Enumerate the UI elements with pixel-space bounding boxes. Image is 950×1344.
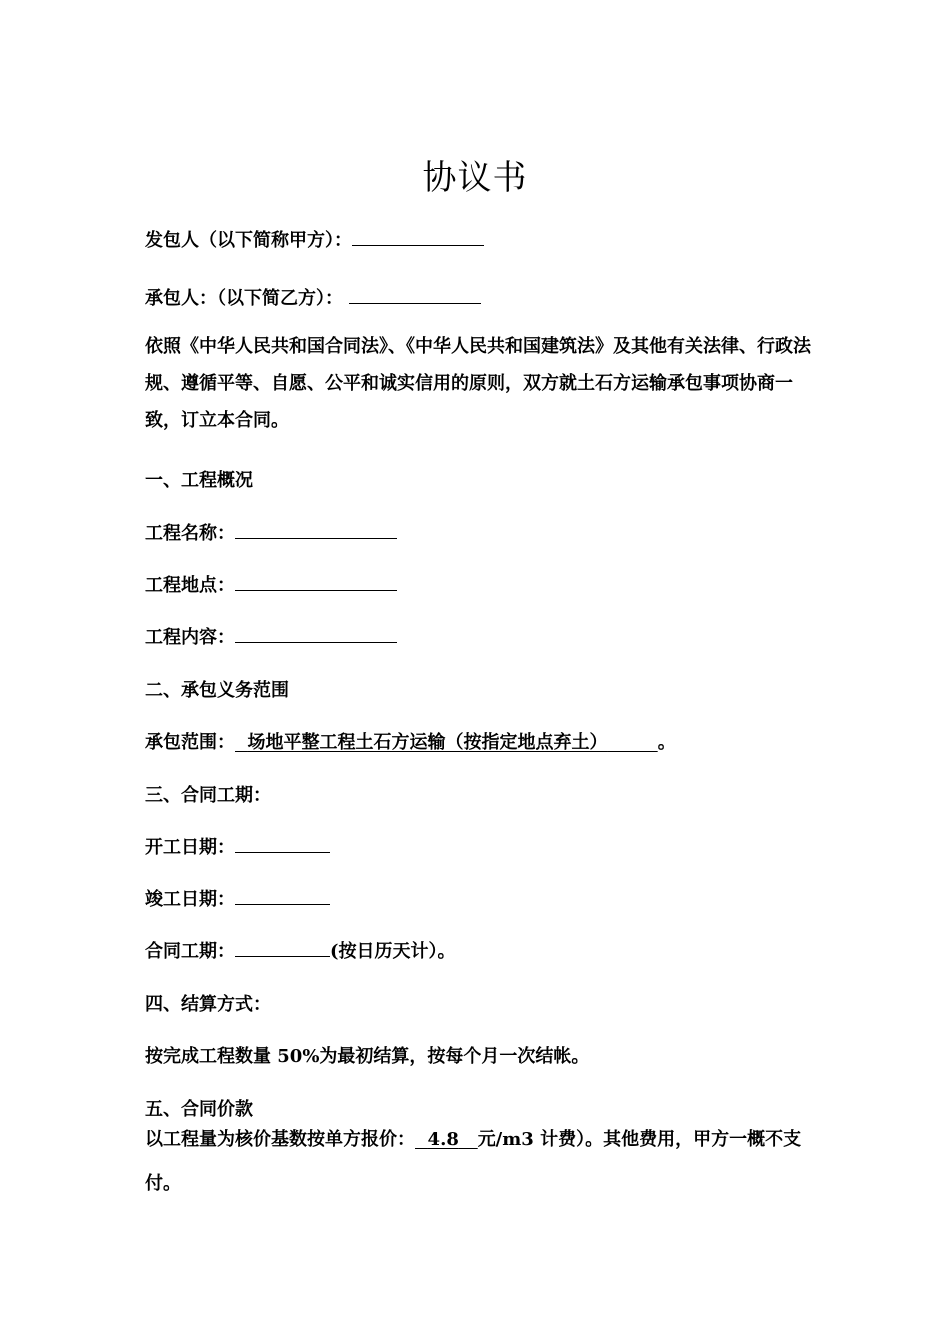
period-line [145,937,456,963]
section5-heading: 五、合同价款 [145,1099,253,1120]
section2-heading: 二、承包义务范围 [145,680,289,701]
section4-heading: 四、结算方式： [145,994,271,1015]
end-date-line [145,885,330,911]
party-a-line [145,226,484,252]
start-date-line [145,833,330,859]
section1-heading: 一、工程概况 [145,470,253,491]
scope-label: 承包范围： [145,732,235,753]
document-title: 协议书 [422,158,528,198]
price-tail: 付。 [145,1173,181,1194]
period-suffix: (按日历天计）。 [330,941,456,962]
price-unit: 元/m3 计费）。其他费用，甲方一概不支 [477,1129,802,1150]
price-prefix: 以工程量为核价基数按单方报价： [145,1129,415,1150]
period-blank[interactable] [235,938,330,957]
scope-line [145,728,676,754]
project-content-line [145,623,397,649]
project-name-blank[interactable] [235,520,397,539]
party-b-blank[interactable] [349,285,481,304]
end-date-label: 竣工日期： [145,889,235,910]
project-location-blank[interactable] [235,572,397,591]
project-content-label: 工程内容： [145,627,235,648]
start-date-blank[interactable] [235,834,330,853]
party-a-label: 发包人（以下简称甲方）： [145,230,352,251]
scope-value: 场地平整工程土石方运输（按指定地点弃土） [247,732,608,753]
start-date-label: 开工日期： [145,837,235,858]
price-line [145,1125,801,1151]
project-location-label: 工程地点： [145,575,235,596]
price-value: 4.8 [427,1129,459,1150]
project-content-blank[interactable] [235,624,397,643]
scope-end: 。 [657,732,676,753]
end-date-blank[interactable] [235,886,330,905]
period-label: 合同工期： [145,941,235,962]
settlement-text: 按完成工程数量 50%为最初结算，按每个月一次结帐。 [145,1046,590,1067]
section3-heading: 三、合同工期： [145,785,271,806]
party-a-blank[interactable] [352,227,484,246]
project-location-line [145,571,397,597]
party-b-line [145,284,481,310]
project-name-line [145,519,397,545]
party-b-label: 承包人：（以下简乙方）： [145,288,343,309]
project-name-label: 工程名称： [145,523,235,544]
intro-paragraph: 依照《中华人民共和国合同法》、《中华人民共和国建筑法》及其他有关法律、行政法规、遵循平等、自愿、公平和诚实信用的原则，双方就土石方运输承包事项协商一致，订立本合同。 [145,336,811,431]
